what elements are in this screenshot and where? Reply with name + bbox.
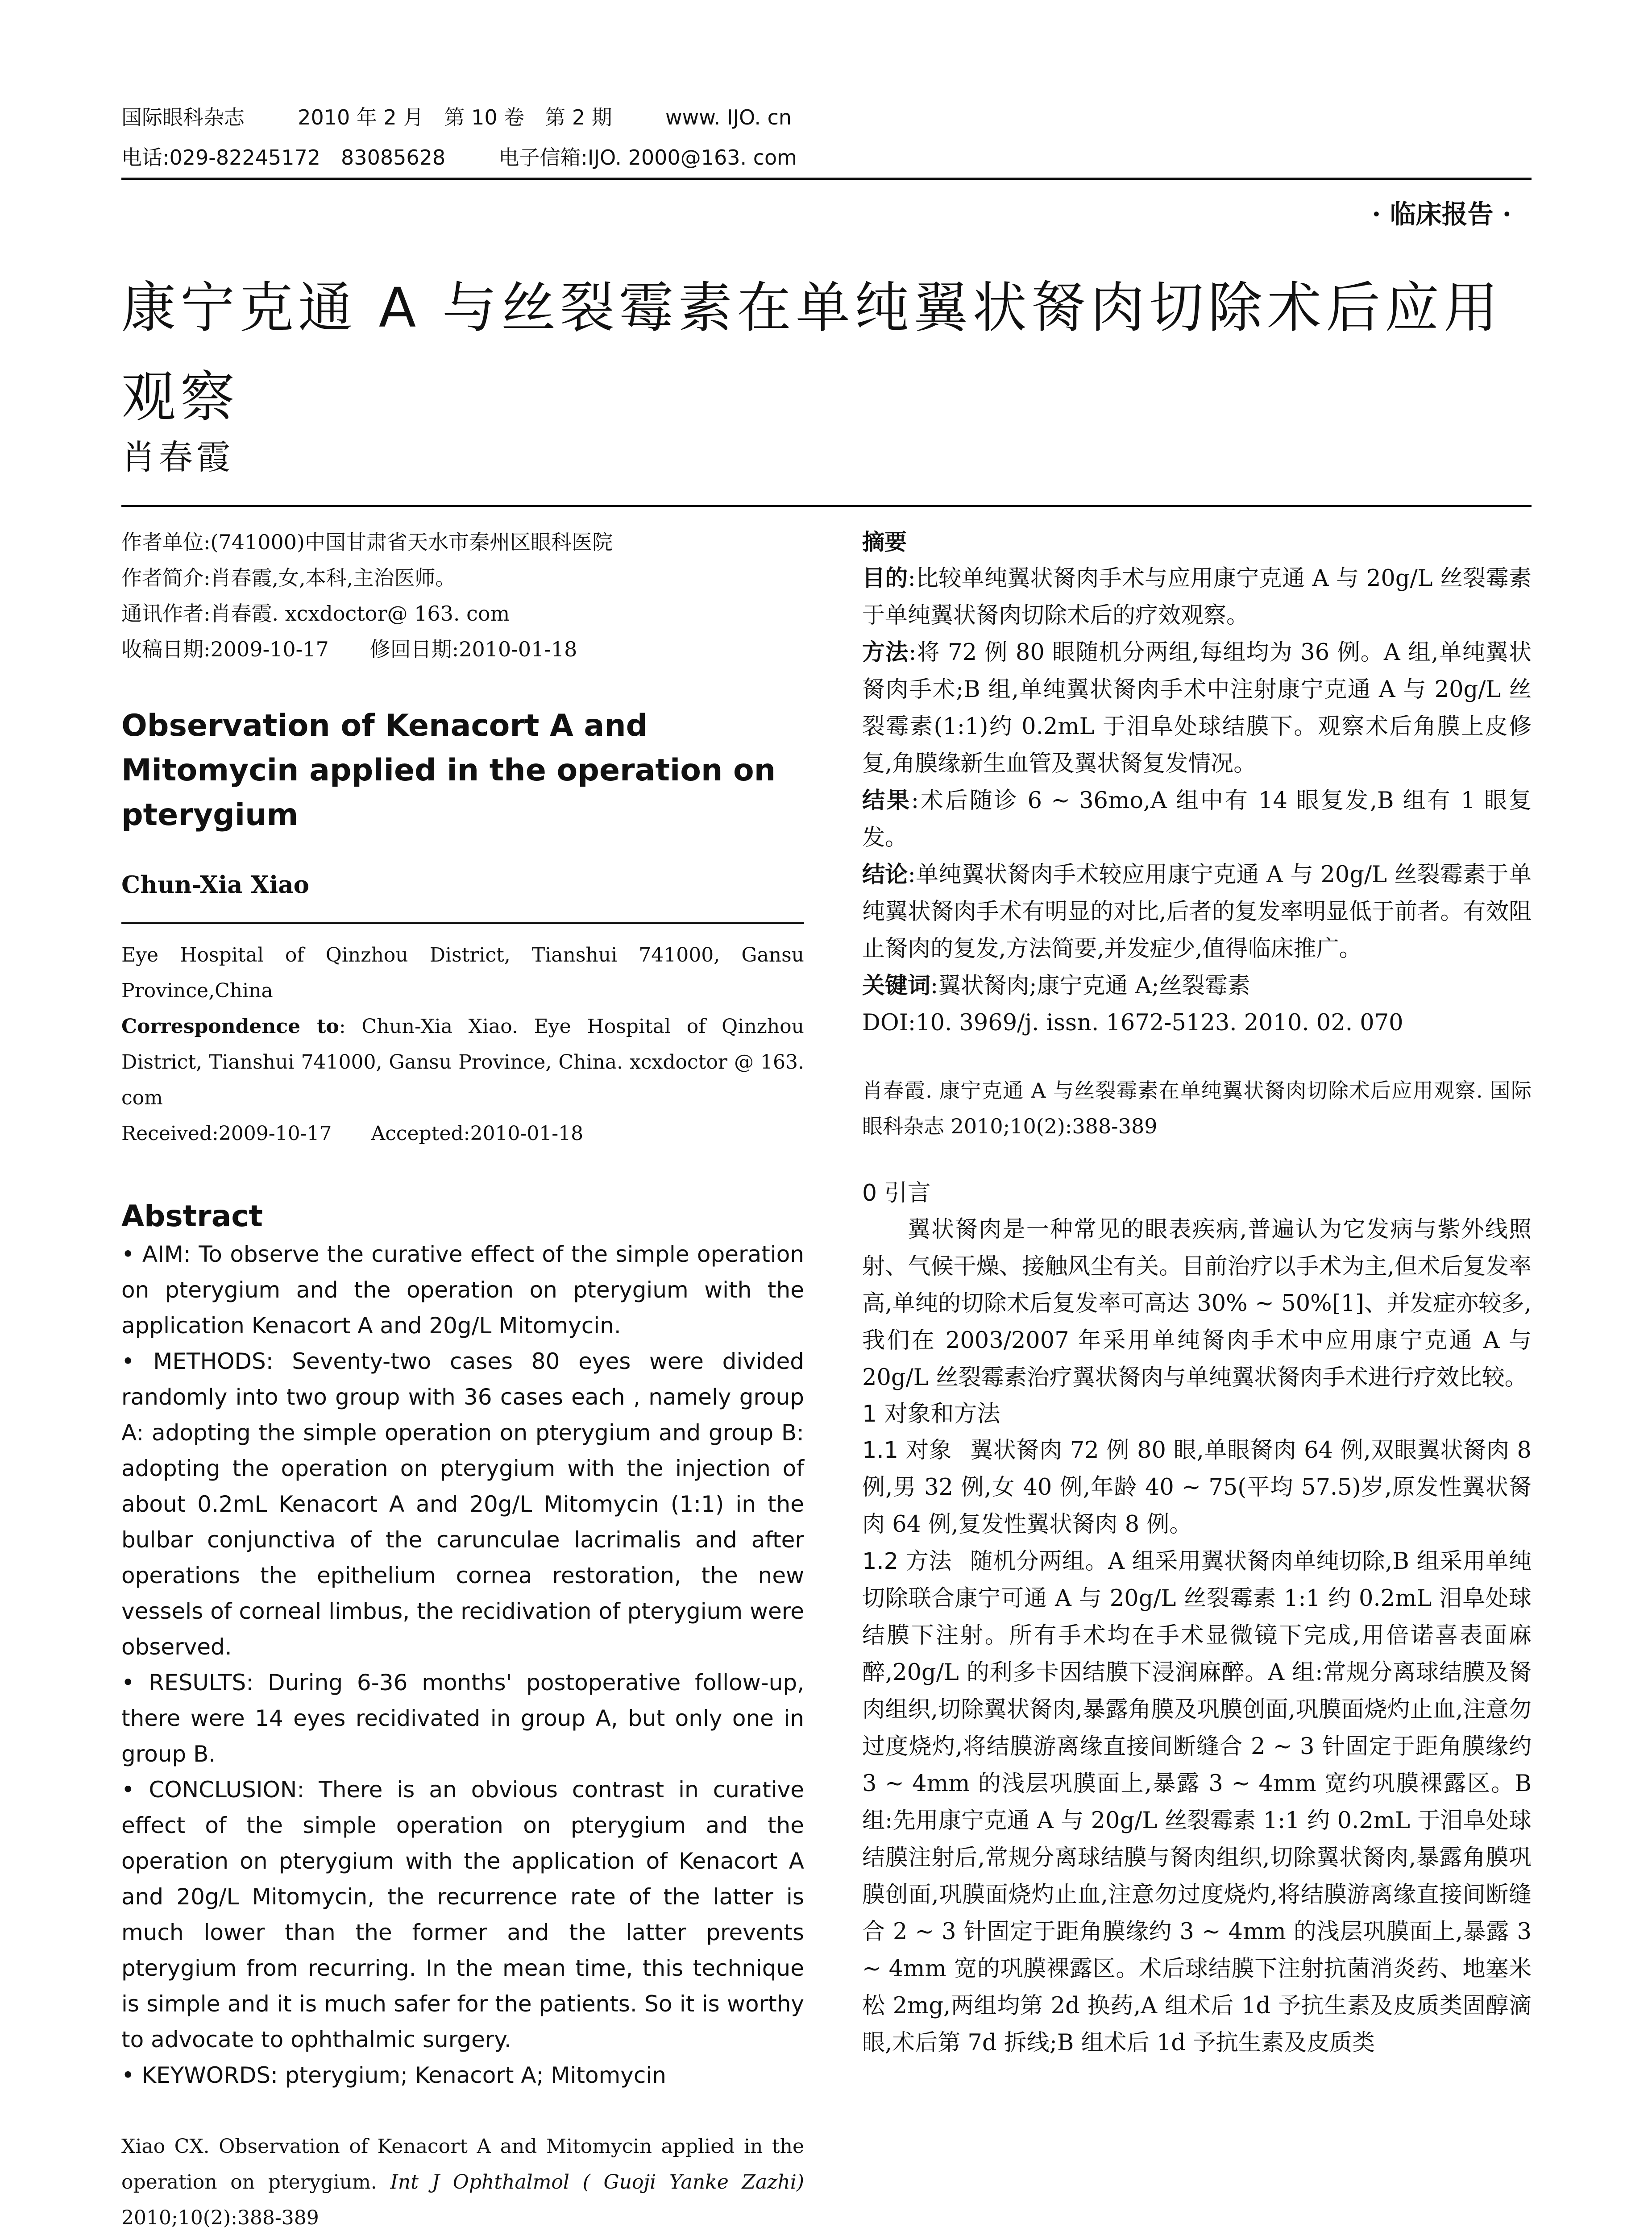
affiliation-en: Eye Hospital of Qinzhou District, Tianshui 741000, Gansu Province,China xyxy=(121,944,804,1002)
affiliation-block xyxy=(121,937,804,1152)
abstract-cn-body xyxy=(862,560,1532,1041)
abstract-aim xyxy=(121,1236,804,1344)
section-tag: · 临床报告 · xyxy=(1372,199,1511,229)
article-title-cn: 康宁克通 A 与丝裂霉素在单纯翼状胬肉切除术后应用观察 xyxy=(121,276,1503,429)
journal-name: 国际眼科杂志 xyxy=(121,105,245,129)
abstract-results xyxy=(121,1665,804,1772)
abstract-aim-label: • AIM xyxy=(121,1241,183,1267)
abstract-cn-conclusion-text: :单纯翼状胬肉手术较应用康宁克通 A 与 20g/L 丝裂霉素于单纯翼状胬肉手术有明显的对比,后者的复发率明显低于前者。有效阻止胬肉的复发,方法简要,并发症少,值得临床推广。 xyxy=(862,862,1532,962)
abstract-conclusion-label: • CONCLUSION xyxy=(121,1777,297,1803)
abstract-cn-conclusion-label: 结论 xyxy=(862,862,908,888)
dates-en: Received:2009-10-17 Accepted:2010-01-18 xyxy=(121,1122,584,1145)
correspondence-text: : Chun-Xia Xiao. Eye Hospital of Qinzhou District, Tianshui 741000, Gansu Province, China. xcxdoctor @ 163. com xyxy=(121,1015,805,1109)
journal-issue: 2010 年 2 月 第 10 卷 第 2 期 xyxy=(298,105,612,129)
correspondence-label: Correspondence to xyxy=(121,1015,339,1038)
abstract-cn-keywords-text: :翼状胬肉;康宁克通 A;丝裂霉素 xyxy=(930,973,1250,999)
abstract-keywords-label: • KEYWORDS xyxy=(121,2062,271,2088)
right-column xyxy=(862,524,1532,2061)
methods-subjects-text: 翼状胬肉 72 例 80 眼,单眼胬肉 64 例,双眼翼状胬肉 8 例,男 32 例,女 40 例,年龄 40 ~ 75(平均 57.5)岁,原发性翼状胬肉 64 例,复发性翼状胬肉 8 例。 xyxy=(862,1437,1532,1538)
author-cn: 肖春霞 xyxy=(121,437,234,477)
abstract-cn-methods-text: :将 72 例 80 眼随机分两组,每组均为 36 例。A 组,单纯翼状胬肉手术;B 组,单纯翼状胬肉手术中注射康宁克通 A 与 20g/L 丝裂霉素(1:1)约 0.2mL 于泪阜处球结膜下。观察术后角膜上皮修复,角膜缘新生血管及翼状胬复发情况。 xyxy=(862,639,1532,777)
title-rule xyxy=(121,505,1532,507)
correspondence-en xyxy=(121,1009,804,1116)
journal-url: www. IJO. cn xyxy=(665,105,792,129)
abstract-en-body xyxy=(121,1236,804,2093)
citation-en-tail: 2010;10(2):388-389 xyxy=(121,2206,319,2229)
citation-en-journal: Int J Ophthalmol ( Guoji Yanke Zazhi) xyxy=(390,2171,804,2194)
abstract-cn-results-text: :术后随诊 6 ~ 36mo,A 组中有 14 眼复发,B 组有 1 眼复发。 xyxy=(862,788,1532,851)
intro-heading: 0 引言 xyxy=(862,1180,931,1207)
methods-procedure-text: 随机分两组。A 组采用翼状胬肉单纯切除,B 组采用单纯切除联合康宁可通 A 与 20g/L 丝裂霉素 1:1 约 0.2mL 泪阜处球结膜下注射。所有手术均在手术显微镜下完成,用倍诺喜表面麻醉,20g/L 的利多卡因结膜下浸润麻醉。A 组:常规分离球结膜及胬肉组织,切除翼状胬肉,暴露角膜及巩膜创面,巩膜面烧灼止血,注意勿过度烧灼,将结膜游离缘直接间断缝合 2 ~ 3 针固定于距角膜缘约 3 ~ 4mm 的浅层巩膜面上,暴露 3 ~ 4mm 宽约巩膜裸露区。B 组:先用康宁克通 A 与 20g/L 丝裂霉素 1:1 约 0.2mL 于泪阜处球结膜注射后,常规分离球结膜与胬肉组织,切除翼状胬肉,暴露角膜巩膜创面,巩膜面烧灼止血,注意勿过度烧灼,将结膜游离缘直接间断缝合 2 ~ 3 针固定于距角膜缘约 3 ~ 4mm 的浅层巩膜面上,暴露 3 ~ 4mm 宽的巩膜裸露区。术后球结膜下注射抗菌消炎药、地塞米松 2mg,两组均第 2d 换药,A 组术后 1d 予抗生素及皮质类固醇滴眼,术后第 7d 拆线;B 组术后 1d 予抗生素及皮质类 xyxy=(862,1548,1532,2056)
abstract-methods-label: • METHODS xyxy=(121,1348,266,1374)
abstract-cn-conclusion xyxy=(862,856,1532,967)
abstract-results-text: : During 6-36 months' postoperative follow-up, there were 14 eyes recidivated in group A, but only one in group B. xyxy=(121,1670,804,1767)
abstract-cn-keywords-label: 关键词 xyxy=(862,973,931,999)
left-column xyxy=(121,524,804,2231)
abstract-results-label: • RESULTS xyxy=(121,1670,246,1696)
received-dates-cn: 收稿日期:2009-10-17 修回日期:2010-01-18 xyxy=(121,637,577,661)
abstract-cn-aim-text: :比较单纯翼状胬肉手术与应用康宁克通 A 与 20g/L 丝裂霉素于单纯翼状胬肉切除术后的疗效观察。 xyxy=(862,565,1532,629)
intro-text: 翼状胬肉是一种常见的眼表疾病,普遍认为它发病与紫外线照射、气候干燥、接触风尘有关。目前治疗以手术为主,但术后复发率高,单纯的切除术后复发率可高达 30% ~ 50%[1]、并发症亦较多,我们在 2003/2007 年采用单纯胬肉手术中应用康宁克通 A 与 20g/L 丝裂霉素治疗翼状胬肉与单纯翼状胬肉手术进行疗效比较。 xyxy=(862,1216,1532,1391)
methods-subjects-label: 1.1 对象 xyxy=(862,1437,952,1464)
abstract-heading-cn: 摘要 xyxy=(862,529,907,555)
abstract-aim-text: : To observe the curative effect of the simple operation on pterygium and the operation on pterygium with the application Kenacort A and 20g/L Mitomycin. xyxy=(121,1241,804,1339)
citation-cn: 肖春霞. 康宁克通 A 与丝裂霉素在单纯翼状胬肉切除术后应用观察. 国际眼科杂志 2010;10(2):388-389 xyxy=(862,1078,1532,1138)
article-title-en: Observation of Kenacort A and Mitomycin applied in the operation on pterygium xyxy=(121,708,776,833)
citation-en-plain: Xiao CX. Observation of Kenacort A and Mitomycin applied in the operation on pterygium. xyxy=(121,2135,804,2194)
abstract-cn-methods-label: 方法 xyxy=(862,639,909,666)
author-bio: 作者简介:肖春霞,女,本科,主治医师。 xyxy=(121,566,456,590)
author-info xyxy=(121,524,804,667)
abstract-heading-en: Abstract xyxy=(121,1199,263,1233)
methods-heading: 1 对象和方法 xyxy=(862,1401,1000,1427)
abstract-cn-keywords xyxy=(862,967,1532,1004)
methods-subjects xyxy=(862,1432,1532,1543)
abstract-cn-aim xyxy=(862,560,1532,634)
journal-header-line2 xyxy=(121,142,797,173)
journal-header-line1 xyxy=(121,102,792,133)
journal-phone: 电话:029-82245172 83085628 xyxy=(121,145,446,170)
abstract-cn-methods xyxy=(862,634,1532,782)
abstract-conclusion xyxy=(121,1772,804,2057)
author-rule xyxy=(121,922,804,924)
abstract-cn-results-label: 结果 xyxy=(862,788,911,814)
abstract-cn-aim-label: 目的 xyxy=(862,565,908,592)
methods-procedure-label: 1.2 方法 xyxy=(862,1548,952,1575)
corresponding-author: 通讯作者:肖春霞. xcxdoctor@ 163. com xyxy=(121,601,510,626)
header-rule xyxy=(121,178,1532,180)
journal-email: 电子信箱:IJO. 2000@163. com xyxy=(498,145,797,170)
abstract-keywords-text: : pterygium; Kenacort A; Mitomycin xyxy=(270,2062,666,2088)
methods-procedure xyxy=(862,1543,1532,2061)
citation-en xyxy=(121,2129,804,2231)
abstract-cn-results xyxy=(862,782,1532,856)
abstract-methods xyxy=(121,1344,804,1665)
abstract-methods-text: : Seventy-two cases 80 eyes were divided randomly into two group with 36 cases each , namely group A: adopting the simple operation on pterygium and group B: adopting the operation on pterygium with the injection of about 0.2mL Kenacort A and 20g/L Mitomycin (1:1) in the bulbar conjunctiva of the carunculae lacrimalis and after operations the epithelium cornea restoration, the new vessels of corneal limbus, the recidivation of pterygium were observed. xyxy=(121,1348,804,1660)
abstract-keywords xyxy=(121,2057,804,2093)
author-unit: 作者单位:(741000)中国甘肃省天水市秦州区眼科医院 xyxy=(121,530,613,554)
abstract-conclusion-text: : There is an obvious contrast in curative effect of the simple operation on pterygium and the operation on pterygium with the application of Kenacort A and 20g/L Mitomycin, the recurrence rate of the latter is much lower than the former and the latter prevents pterygium from recurring. In the mean time, this technique is simple and it is much safer for the patients. So it is worthy to advocate to ophthalmic surgery. xyxy=(121,1777,804,2053)
doi: DOI:10. 3969/j. issn. 1672-5123. 2010. 02. 070 xyxy=(862,1010,1403,1036)
author-en: Chun-Xia Xiao xyxy=(121,871,309,899)
